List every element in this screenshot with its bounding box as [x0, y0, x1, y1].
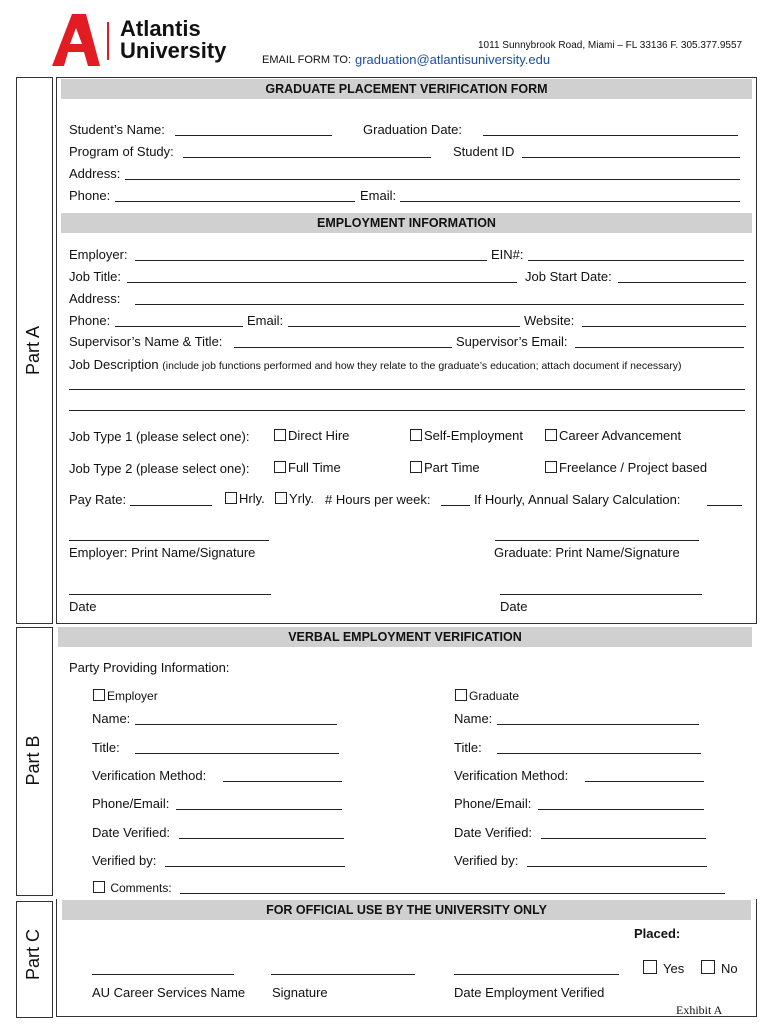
pay-rate-label: Pay Rate: — [69, 492, 127, 507]
job-title-field[interactable] — [127, 282, 517, 283]
career-advancement-label: Career Advancement — [559, 428, 682, 443]
hrly-label: Hrly. — [239, 491, 265, 506]
employer-phone-email-field[interactable] — [176, 809, 342, 810]
graduation-date-field[interactable] — [483, 135, 738, 136]
header-address: 1011 Sunnybrook Road, Miami – FL 33136 F. 305.377.9557 — [478, 40, 743, 51]
placed-no-option[interactable] — [701, 960, 738, 976]
employer-phone-email-label: Phone/Email: — [92, 796, 170, 811]
graduate-date-verified-label: Date Verified: — [454, 825, 533, 840]
placed-no-checkbox[interactable] — [701, 960, 715, 974]
part-c-label: Part C — [23, 929, 43, 981]
supervisor-name-field[interactable] — [234, 347, 452, 348]
freelance-option[interactable] — [545, 460, 707, 475]
graduate-signature-label: Graduate: Print Name/Signature — [494, 545, 680, 560]
job-type2-label: Job Type 2 (please select one): — [69, 461, 250, 476]
program-field[interactable] — [183, 157, 431, 158]
website-field[interactable] — [582, 326, 746, 327]
graduate-verified-by-field[interactable] — [527, 866, 707, 867]
job-description-note: (include job functions performed and how they relate to the graduate’s education; attach document if necessary) — [162, 360, 682, 372]
comments-label: Comments: — [110, 881, 172, 895]
graduate-name-field[interactable] — [497, 724, 699, 725]
pay-rate-field[interactable] — [130, 505, 212, 506]
graduate-name-label: Name: — [454, 711, 493, 726]
program-label: Program of Study: — [69, 144, 174, 159]
ein-field[interactable] — [528, 260, 744, 261]
party-providing-label: Party Providing Information: — [69, 660, 230, 675]
graduation-date-label: Graduation Date: — [363, 122, 463, 137]
yrly-checkbox[interactable] — [275, 492, 287, 504]
full-time-option[interactable] — [274, 460, 341, 475]
date-employment-verified-field[interactable] — [454, 974, 619, 975]
graduate-party-label: Graduate — [469, 689, 520, 703]
date-employment-verified-label: Date Employment Verified — [454, 985, 605, 1000]
job-type1-label: Job Type 1 (please select one): — [69, 429, 250, 444]
graduate-party-checkbox[interactable] — [455, 689, 467, 701]
signature-field[interactable] — [271, 974, 415, 975]
yrly-label: Yrly. — [289, 491, 315, 506]
graduate-date-label: Date — [500, 599, 528, 614]
part-time-label: Part Time — [424, 460, 480, 475]
employer-party-option[interactable] — [93, 689, 158, 704]
employer-signature-label: Employer: Print Name/Signature — [69, 545, 256, 560]
placed-no-label: No — [721, 961, 738, 976]
phone-label: Phone: — [69, 188, 111, 203]
graduate-verified-by-label: Verified by: — [454, 853, 519, 868]
full-time-checkbox[interactable] — [274, 461, 286, 473]
supervisor-email-field[interactable] — [575, 347, 744, 348]
exhibit-label: Exhibit A — [676, 1003, 723, 1017]
freelance-checkbox[interactable] — [545, 461, 557, 473]
student-name-field[interactable] — [175, 135, 332, 136]
placed-yes-label: Yes — [663, 961, 685, 976]
graduate-party-option[interactable] — [455, 689, 519, 704]
direct-hire-label: Direct Hire — [288, 428, 350, 443]
career-services-name-field[interactable] — [92, 974, 234, 975]
direct-hire-checkbox[interactable] — [274, 429, 286, 441]
employment-info-band: EMPLOYMENT INFORMATION — [61, 213, 752, 233]
email-field-label: Email: — [360, 188, 397, 203]
student-id-field[interactable] — [522, 157, 740, 158]
job-title-label: Job Title: — [69, 269, 122, 284]
supervisor-email-label: Supervisor’s Email: — [456, 334, 568, 349]
employer-field[interactable] — [135, 260, 487, 261]
address-field[interactable] — [125, 179, 740, 180]
graduate-method-field[interactable] — [585, 781, 704, 782]
emp-email-label: Email: — [247, 313, 284, 328]
annual-calc-label: If Hourly, Annual Salary Calculation: — [474, 492, 681, 507]
student-name-label: Student’s Name: — [69, 122, 165, 137]
address-label: Address: — [69, 166, 121, 181]
signature-label: Signature — [272, 985, 328, 1000]
graduate-phone-email-field[interactable] — [538, 809, 704, 810]
comments-option[interactable] — [93, 881, 172, 896]
job-description-line-1[interactable] — [69, 389, 745, 390]
graduate-date-field[interactable] — [500, 594, 702, 595]
job-description-line-2[interactable] — [69, 410, 745, 411]
employer-party-label: Employer — [107, 689, 158, 703]
full-time-label: Full Time — [288, 460, 341, 475]
part-a-section — [56, 77, 757, 624]
logo-mark — [52, 14, 100, 66]
employer-date-field[interactable] — [69, 594, 271, 595]
employer-verified-by-label: Verified by: — [92, 853, 157, 868]
hrly-option[interactable] — [225, 491, 265, 506]
emp-phone-label: Phone: — [69, 313, 111, 328]
graduate-phone-email-label: Phone/Email: — [454, 796, 532, 811]
email-label: EMAIL FORM TO: — [262, 54, 352, 66]
self-employment-option[interactable] — [410, 428, 523, 443]
employer-method-field[interactable] — [223, 781, 342, 782]
emp-phone-field[interactable] — [115, 326, 243, 327]
employer-title-field[interactable] — [135, 753, 339, 754]
placed-label: Placed: — [634, 926, 681, 941]
website-label: Website: — [524, 313, 575, 328]
graduate-signature-field[interactable] — [495, 540, 699, 541]
supervisor-name-label: Supervisor’s Name & Title: — [69, 334, 223, 349]
student-id-label: Student ID — [453, 144, 515, 159]
self-employment-label: Self-Employment — [424, 428, 523, 443]
part-time-checkbox[interactable] — [410, 461, 422, 473]
employer-name-label: Name: — [92, 711, 131, 726]
emp-address-field[interactable] — [135, 304, 744, 305]
career-advancement-option[interactable] — [545, 428, 681, 443]
employer-verified-by-field[interactable] — [165, 866, 345, 867]
employer-party-checkbox[interactable] — [93, 689, 105, 701]
employer-signature-field[interactable] — [69, 540, 269, 541]
official-use-band: FOR OFFICIAL USE BY THE UNIVERSITY ONLY — [62, 900, 751, 920]
graduate-method-label: Verification Method: — [454, 768, 569, 783]
career-advancement-checkbox[interactable] — [545, 429, 557, 441]
ein-label: EIN#: — [491, 247, 524, 262]
email-field[interactable] — [400, 201, 740, 202]
employer-label: Employer: — [69, 247, 128, 262]
yrly-option[interactable] — [275, 491, 314, 506]
hours-label: # Hours per week: — [325, 492, 431, 507]
logo-text-atlantis: Atlantis — [120, 16, 201, 41]
comments-checkbox[interactable] — [93, 881, 105, 893]
phone-field[interactable] — [115, 201, 355, 202]
job-start-field[interactable] — [618, 282, 746, 283]
self-employment-checkbox[interactable] — [410, 429, 422, 441]
job-description-label — [69, 357, 682, 374]
employer-name-field[interactable] — [135, 724, 337, 725]
logo-text-university: University — [120, 38, 227, 63]
graduate-title-label: Title: — [454, 740, 482, 755]
emp-address-label: Address: — [69, 291, 121, 306]
emp-email-field[interactable] — [288, 326, 520, 327]
part-a-label: Part A — [23, 325, 43, 376]
graduate-title-field[interactable] — [497, 753, 701, 754]
job-description-title: Job Description — [69, 357, 159, 372]
hrly-checkbox[interactable] — [225, 492, 237, 504]
verbal-verification-band: VERBAL EMPLOYMENT VERIFICATION — [58, 627, 752, 647]
job-start-label: Job Start Date: — [525, 269, 612, 284]
employer-date-label: Date — [69, 599, 97, 614]
career-services-name-label: AU Career Services Name — [92, 985, 246, 1000]
annual-calc-field[interactable] — [707, 505, 742, 506]
freelance-label: Freelance / Project based — [559, 460, 708, 475]
graduate-date-verified-field[interactable] — [541, 838, 706, 839]
part-time-option[interactable] — [410, 460, 480, 475]
email-link[interactable]: graduation@atlantisuniversity.edu — [355, 52, 551, 67]
form-title-band: GRADUATE PLACEMENT VERIFICATION FORM — [61, 79, 752, 99]
employer-method-label: Verification Method: — [92, 768, 207, 783]
employer-date-verified-field[interactable] — [179, 838, 344, 839]
comments-field[interactable] — [180, 893, 725, 894]
placed-yes-option[interactable] — [643, 960, 684, 976]
logo-divider — [107, 22, 109, 60]
employer-title-label: Title: — [92, 740, 120, 755]
placed-yes-checkbox[interactable] — [643, 960, 657, 974]
employer-date-verified-label: Date Verified: — [92, 825, 171, 840]
part-b-label: Part B — [23, 735, 43, 786]
direct-hire-option[interactable] — [274, 428, 349, 443]
hours-field[interactable] — [441, 505, 470, 506]
